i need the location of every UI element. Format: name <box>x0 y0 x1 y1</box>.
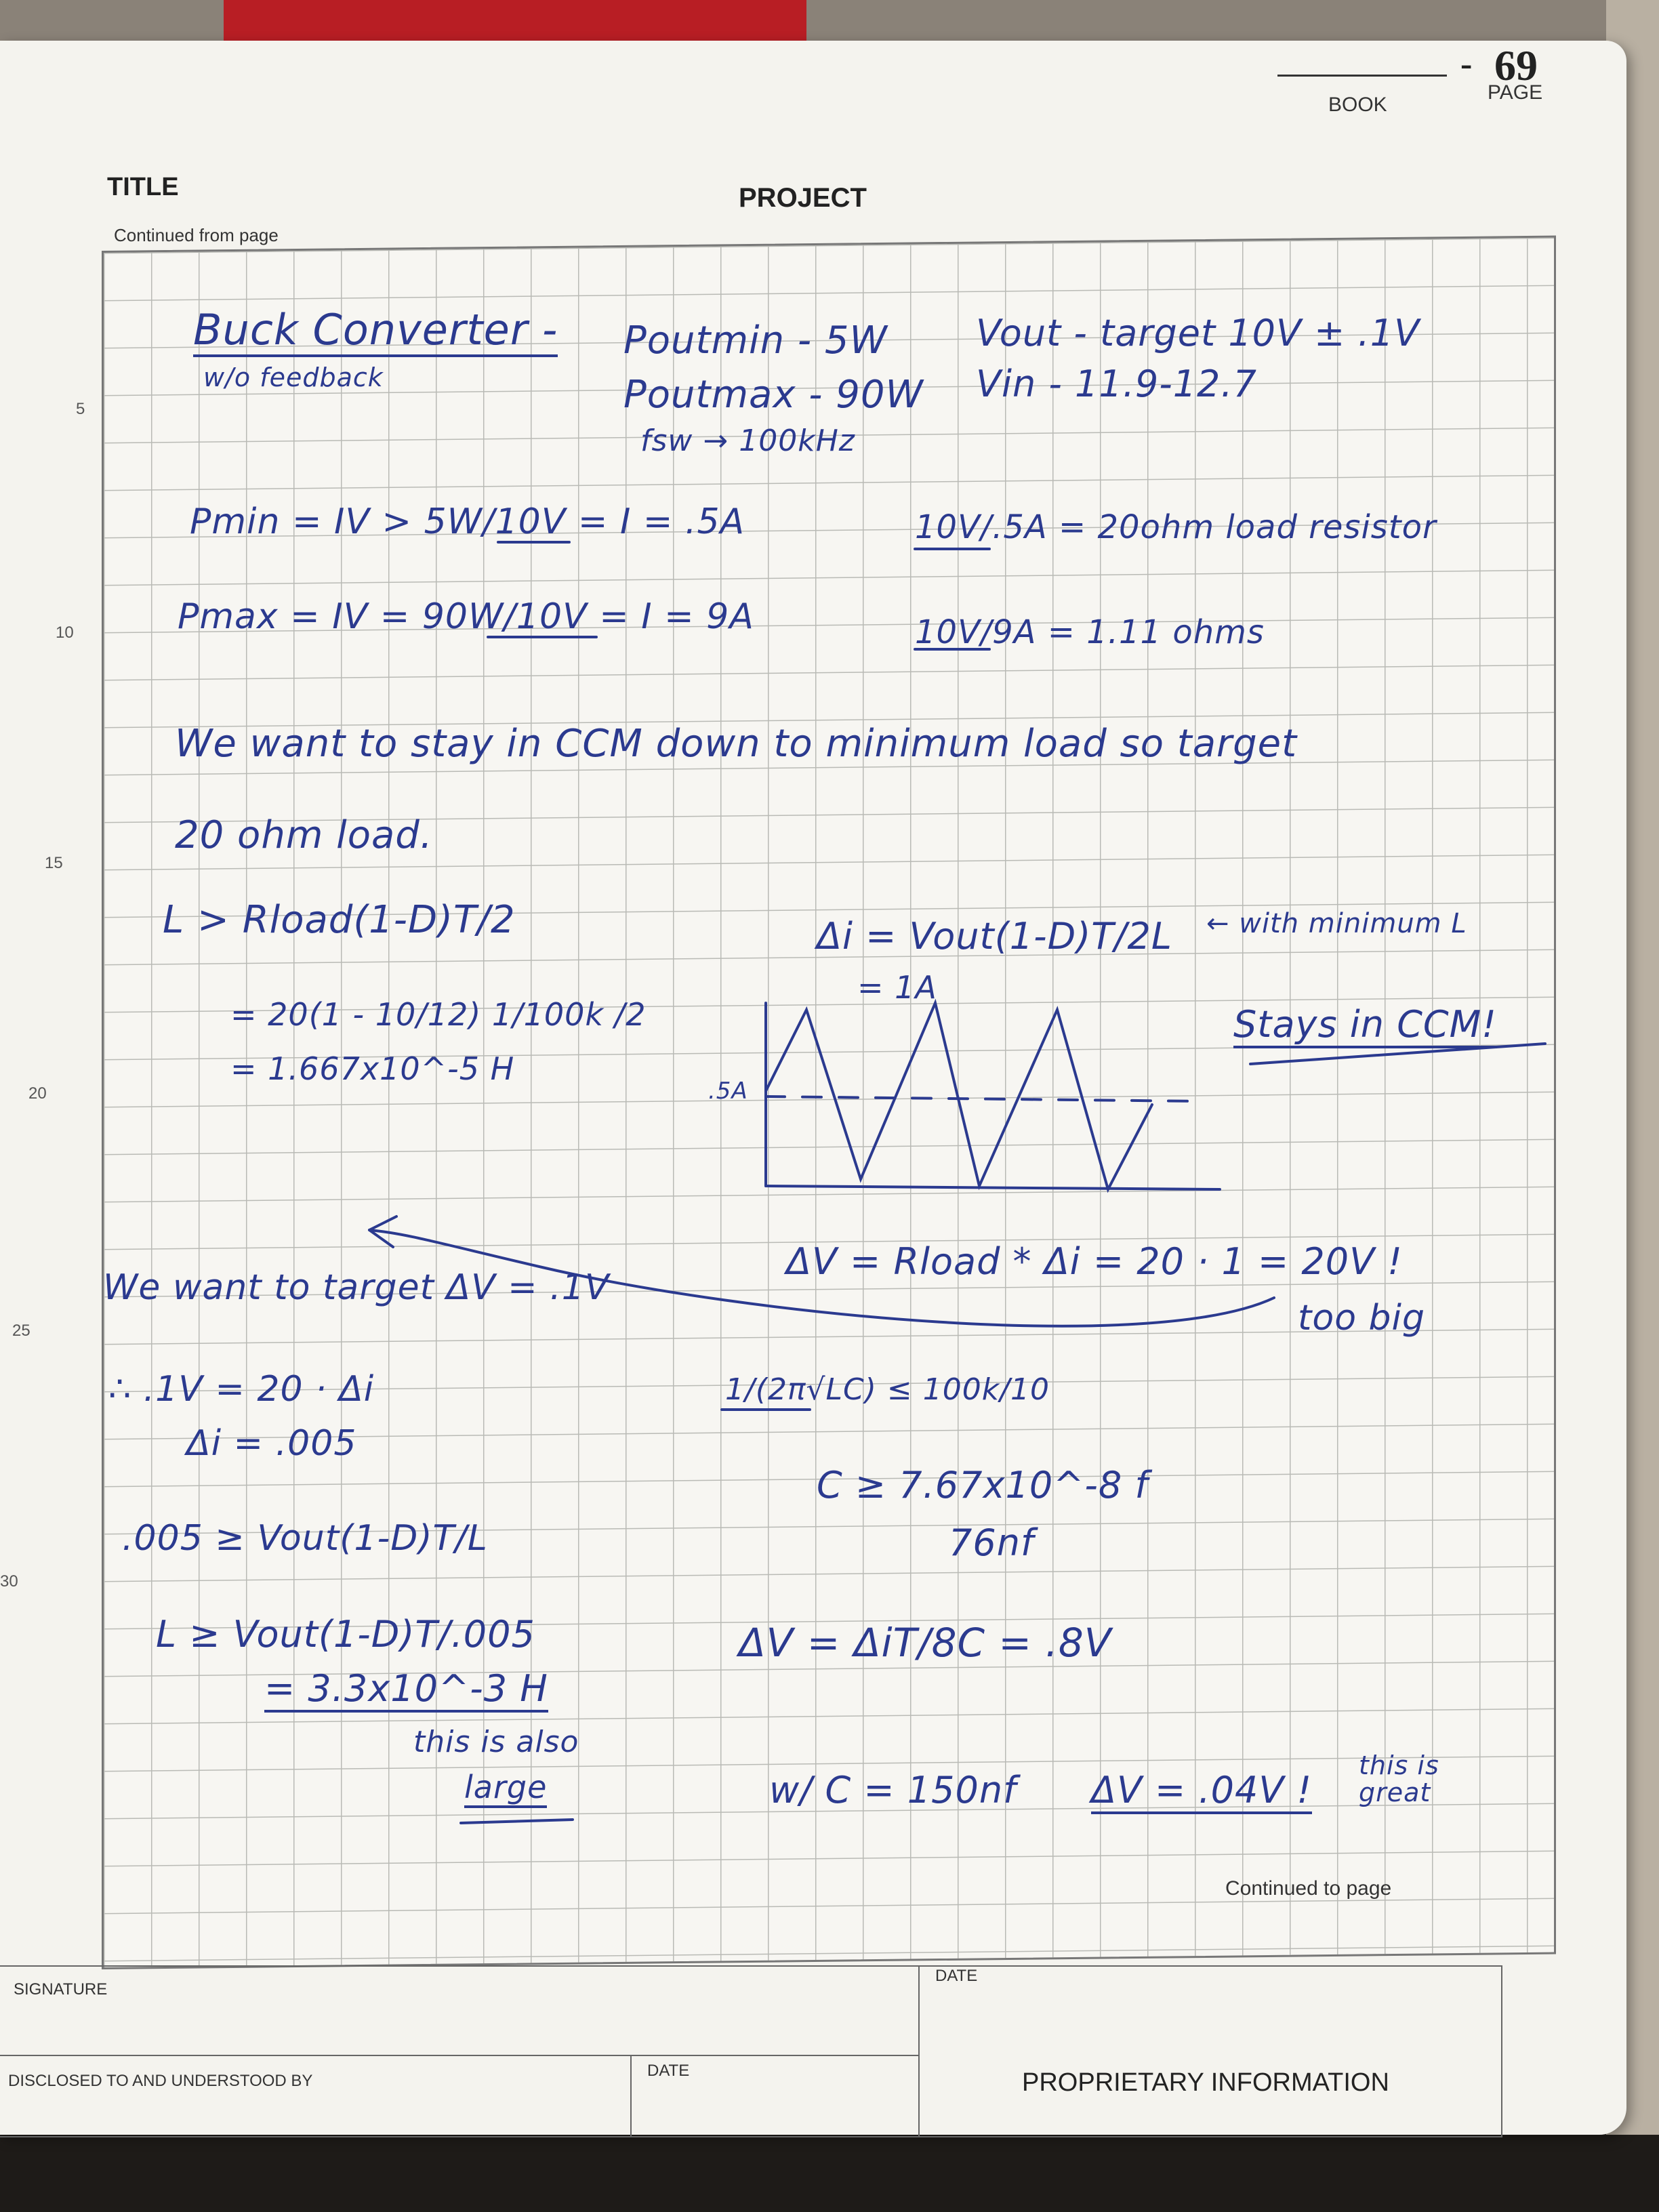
note-di-result: = 1A <box>857 969 937 1006</box>
note-dv-equation: ΔV = Rload * Δi = 20 · 1 = 20V ! <box>786 1240 1403 1283</box>
line-number-30: 30 <box>0 1572 18 1591</box>
waveform-average <box>766 1097 1200 1101</box>
note-title: Buck Converter - <box>193 305 558 357</box>
note-c-nf: 76nf <box>949 1521 1034 1564</box>
continued-to-label: Continued to page <box>1225 1877 1392 1900</box>
note-l-result: = 1.667x10^-5 H <box>230 1050 515 1087</box>
note-fsw: fsw → 100kHz <box>640 424 855 458</box>
note-target-dv: We want to target ΔV = .1V <box>103 1267 610 1308</box>
note-subtitle: w/o feedback <box>203 363 384 392</box>
note-rmin-equation: 10V/.5A = 20ohm load resistor <box>915 508 1437 546</box>
note-vout: Vout - target 10V ± .1V <box>976 312 1420 354</box>
book-label: BOOK <box>1328 94 1387 116</box>
line-number-25: 25 <box>12 1322 30 1340</box>
note-dv-final: ΔV = .04V ! <box>1091 1769 1312 1814</box>
note-vin: Vin - 11.9-12.7 <box>976 363 1257 405</box>
note-l-inequality: L > Rload(1-D)T/2 <box>163 898 516 942</box>
date-label-1: DATE <box>935 1967 978 1985</box>
line-number-10: 10 <box>56 623 74 642</box>
page-label: PAGE <box>1488 81 1543 104</box>
note-l-substitution: = 20(1 - 10/12) 1/100k /2 <box>230 996 647 1033</box>
page-number: 69 <box>1494 41 1538 89</box>
large-underline-2 <box>461 1820 573 1823</box>
note-c-result: C ≥ 7.67x10^-8 f <box>817 1464 1149 1507</box>
note-pout-max: Poutmax - 90W <box>623 373 924 417</box>
project-label: PROJECT <box>739 183 867 213</box>
note-wave-label: .5A <box>708 1078 748 1105</box>
line-number-15: 15 <box>45 854 63 872</box>
note-with-c: w/ C = 150nf <box>769 1769 1017 1811</box>
proprietary-label: PROPRIETARY INFORMATION <box>1022 2068 1389 2097</box>
note-ccm-line-1: We want to stay in CCM down to minimum load so target <box>175 722 1298 766</box>
curved-arrow <box>369 1230 1274 1326</box>
line-number-20: 20 <box>28 1084 47 1103</box>
note-therefore: ∴ .1V = 20 · Δi <box>108 1369 375 1410</box>
note-l-inequality-2: L ≥ Vout(1-D)T/.005 <box>156 1613 535 1656</box>
note-rmax-equation: 10V/9A = 1.11 ohms <box>915 613 1265 651</box>
note-pout-min: Poutmin - 5W <box>623 319 888 363</box>
note-also-large-1: this is also <box>413 1725 579 1759</box>
note-pmax-equation: Pmax = IV = 90W/10V = I = 9A <box>178 596 754 637</box>
note-great: this is great <box>1359 1750 1439 1807</box>
note-dv-formula: ΔV = ΔiT/8C = .8V <box>739 1620 1112 1666</box>
note-di-target: Δi = .005 <box>186 1423 357 1464</box>
date-label-2: DATE <box>647 2062 690 2080</box>
title-label: TITLE <box>107 173 179 201</box>
ccm-underline <box>1250 1044 1545 1064</box>
waveform-axis-x <box>766 1186 1220 1189</box>
waveform-current <box>766 1003 1152 1189</box>
note-too-big: too big <box>1298 1298 1426 1338</box>
signature-label: SIGNATURE <box>14 1980 108 1999</box>
continued-from-label: Continued from page <box>114 225 279 245</box>
note-ccm-line-2: 20 ohm load. <box>175 813 433 857</box>
line-number-5: 5 <box>76 400 85 418</box>
note-di-equation: Δi = Vout(1-D)T/2L <box>817 915 1172 958</box>
note-ccm-ok: Stays in CCM! <box>1233 1003 1497 1048</box>
page-dash: - <box>1460 45 1473 83</box>
note-pmin-equation: Pmin = IV > 5W/10V = I = .5A <box>190 501 745 542</box>
note-also-large-2: large <box>464 1769 547 1808</box>
note-lc-inequality: 1/(2π√LC) ≤ 100k/10 <box>725 1372 1050 1407</box>
note-inequality-2: .005 ≥ Vout(1-D)T/L <box>122 1518 488 1559</box>
note-l-result-2: = 3.3x10^-3 H <box>264 1667 548 1713</box>
note-di-min-l: ← with minimum L <box>1206 908 1467 939</box>
disclosed-label: DISCLOSED TO AND UNDERSTOOD BY <box>8 2072 313 2090</box>
